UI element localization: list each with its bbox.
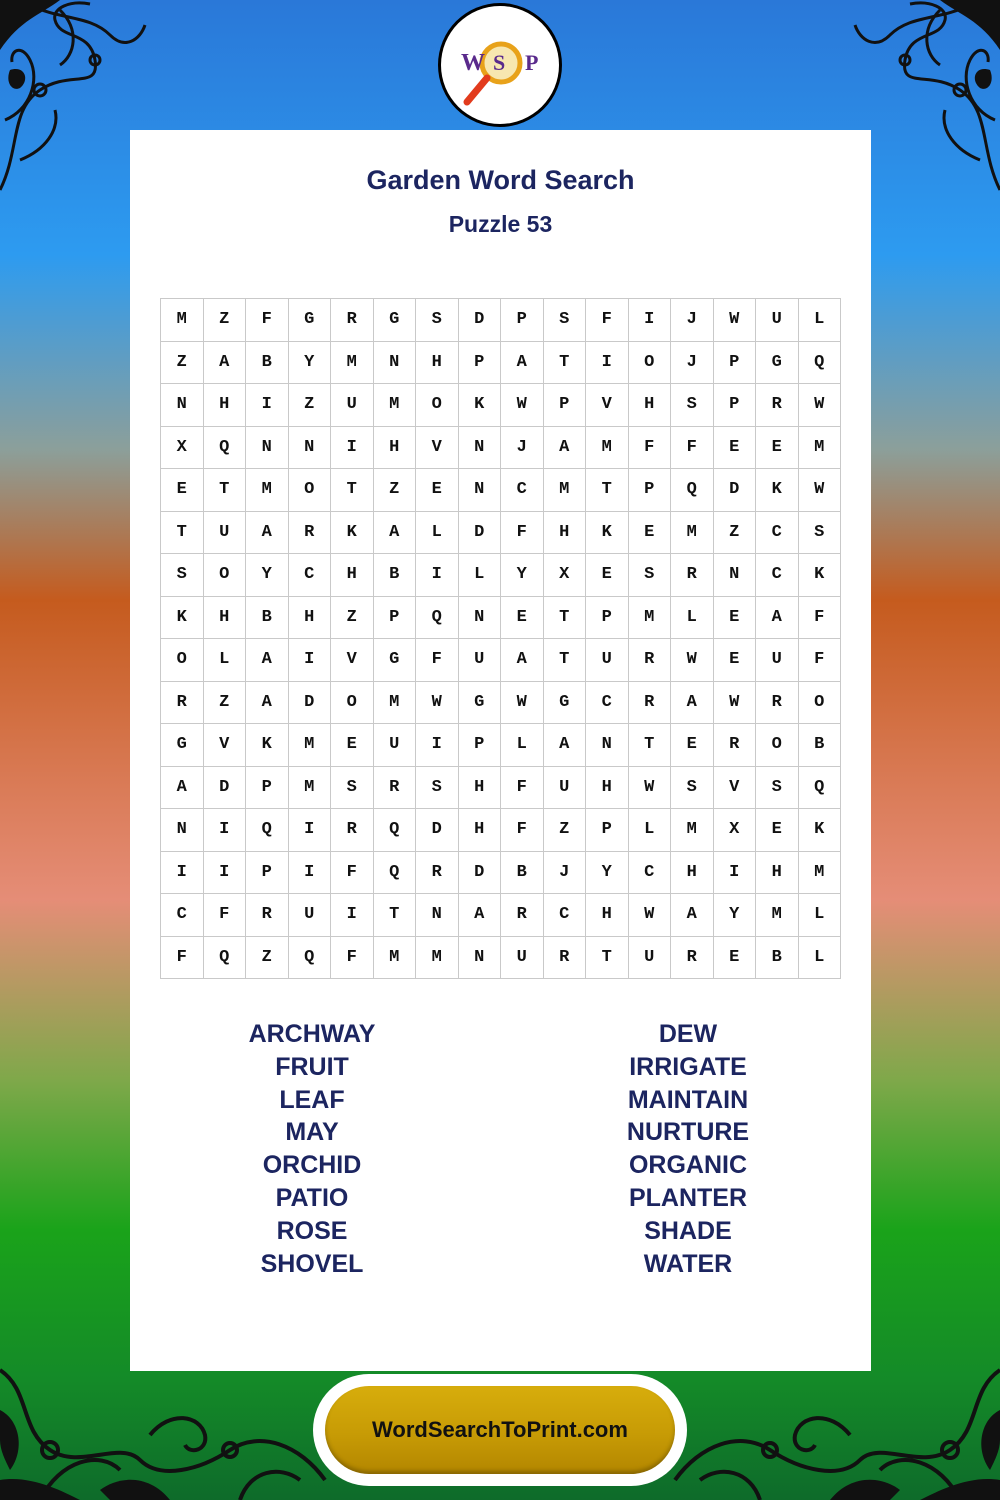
grid-cell[interactable]: D — [459, 852, 502, 895]
grid-cell[interactable]: N — [416, 894, 459, 937]
word-item: SHOVEL — [260, 1249, 364, 1278]
grid-cell[interactable]: C — [756, 512, 799, 555]
grid-cell[interactable]: S — [416, 299, 459, 342]
grid-cell[interactable]: U — [204, 512, 247, 555]
grid-cell[interactable]: S — [671, 384, 714, 427]
grid-cell[interactable]: C — [586, 682, 629, 725]
grid-cell[interactable]: H — [374, 427, 417, 470]
grid-cell[interactable]: R — [289, 512, 332, 555]
grid-cell[interactable]: Y — [289, 342, 332, 385]
grid-cell[interactable]: L — [501, 724, 544, 767]
grid-cell[interactable]: Z — [161, 342, 204, 385]
grid-cell[interactable]: N — [714, 554, 757, 597]
grid-cell[interactable]: H — [331, 554, 374, 597]
grid-cell[interactable]: J — [501, 427, 544, 470]
grid-cell[interactable]: H — [756, 852, 799, 895]
grid-cell[interactable]: G — [374, 639, 417, 682]
grid-cell[interactable]: Z — [204, 299, 247, 342]
grid-cell[interactable]: E — [714, 597, 757, 640]
grid-cell[interactable]: M — [544, 469, 587, 512]
grid-cell[interactable]: B — [246, 342, 289, 385]
grid-cell[interactable]: N — [459, 937, 502, 980]
grid-cell[interactable]: C — [629, 852, 672, 895]
grid-cell[interactable]: O — [756, 724, 799, 767]
word-item: PATIO — [275, 1183, 349, 1212]
grid-cell[interactable]: M — [289, 724, 332, 767]
grid-cell[interactable]: A — [246, 512, 289, 555]
grid-cell[interactable]: V — [586, 384, 629, 427]
grid-cell[interactable]: T — [586, 937, 629, 980]
grid-cell[interactable]: F — [671, 427, 714, 470]
grid-cell[interactable]: G — [374, 299, 417, 342]
grid-cell[interactable]: U — [289, 894, 332, 937]
grid-cell[interactable]: K — [459, 384, 502, 427]
grid-cell[interactable]: I — [289, 809, 332, 852]
grid-cell[interactable]: I — [416, 724, 459, 767]
grid-cell[interactable]: S — [756, 767, 799, 810]
grid-cell[interactable]: T — [374, 894, 417, 937]
grid-cell[interactable]: I — [289, 852, 332, 895]
grid-cell[interactable]: F — [331, 937, 374, 980]
grid-cell[interactable]: W — [629, 894, 672, 937]
grid-cell[interactable]: D — [459, 512, 502, 555]
grid-cell[interactable]: G — [289, 299, 332, 342]
grid-cell[interactable]: M — [416, 937, 459, 980]
grid-cell[interactable]: T — [586, 469, 629, 512]
grid-cell[interactable]: F — [586, 299, 629, 342]
grid-cell[interactable]: E — [629, 512, 672, 555]
grid-cell[interactable]: M — [799, 427, 842, 470]
grid-cell[interactable]: D — [289, 682, 332, 725]
grid-cell[interactable]: F — [161, 937, 204, 980]
grid-cell[interactable]: D — [459, 299, 502, 342]
grid-cell[interactable]: P — [714, 384, 757, 427]
grid-cell[interactable]: Q — [204, 937, 247, 980]
grid-cell[interactable]: A — [246, 639, 289, 682]
grid-cell[interactable]: W — [501, 682, 544, 725]
grid-cell[interactable]: E — [501, 597, 544, 640]
grid-cell[interactable]: U — [501, 937, 544, 980]
grid-cell[interactable]: C — [289, 554, 332, 597]
grid-cell[interactable]: K — [161, 597, 204, 640]
grid-cell[interactable]: H — [586, 767, 629, 810]
grid-cell[interactable]: I — [416, 554, 459, 597]
grid-cell[interactable]: A — [161, 767, 204, 810]
ornament-icon — [0, 0, 150, 200]
grid-cell[interactable]: F — [799, 639, 842, 682]
grid-cell[interactable]: A — [671, 894, 714, 937]
grid-cell[interactable]: Y — [586, 852, 629, 895]
grid-cell[interactable]: R — [331, 299, 374, 342]
grid-cell[interactable]: V — [714, 767, 757, 810]
grid-cell[interactable]: Q — [246, 809, 289, 852]
grid-cell[interactable]: U — [374, 724, 417, 767]
grid-cell[interactable]: T — [629, 724, 672, 767]
grid-cell[interactable]: F — [204, 894, 247, 937]
grid-cell[interactable]: H — [459, 767, 502, 810]
grid-cell[interactable]: D — [714, 469, 757, 512]
grid-cell[interactable]: M — [586, 427, 629, 470]
grid-cell[interactable]: H — [204, 384, 247, 427]
svg-text:S: S — [493, 50, 506, 75]
grid-cell[interactable]: E — [416, 469, 459, 512]
grid-cell[interactable]: J — [671, 342, 714, 385]
grid-cell[interactable]: P — [586, 809, 629, 852]
grid-cell[interactable]: M — [374, 937, 417, 980]
magnifier-icon — [441, 6, 559, 124]
grid-cell[interactable]: U — [544, 767, 587, 810]
grid-cell[interactable]: L — [799, 894, 842, 937]
grid-cell[interactable]: R — [629, 682, 672, 725]
grid-cell[interactable]: G — [756, 342, 799, 385]
grid-cell[interactable]: C — [161, 894, 204, 937]
grid-cell[interactable]: E — [714, 427, 757, 470]
grid-cell[interactable]: I — [331, 894, 374, 937]
grid-cell[interactable]: H — [629, 384, 672, 427]
page-title: Garden Word Search — [366, 165, 635, 195]
grid-cell[interactable]: A — [671, 682, 714, 725]
grid-cell[interactable]: B — [374, 554, 417, 597]
grid-cell[interactable]: V — [416, 427, 459, 470]
grid-cell[interactable]: Y — [501, 554, 544, 597]
grid-cell[interactable]: O — [629, 342, 672, 385]
grid-cell[interactable]: Y — [246, 554, 289, 597]
grid-cell[interactable]: M — [629, 597, 672, 640]
grid-cell[interactable]: F — [629, 427, 672, 470]
grid-cell[interactable]: I — [586, 342, 629, 385]
grid-cell[interactable]: F — [501, 512, 544, 555]
grid-cell[interactable]: V — [204, 724, 247, 767]
grid-cell[interactable]: K — [799, 554, 842, 597]
grid-cell[interactable]: E — [756, 427, 799, 470]
grid-cell[interactable]: E — [756, 809, 799, 852]
grid-cell[interactable]: G — [161, 724, 204, 767]
grid-cell[interactable]: W — [629, 767, 672, 810]
grid-cell[interactable]: A — [204, 342, 247, 385]
grid-cell[interactable]: A — [459, 894, 502, 937]
grid-cell[interactable]: S — [799, 512, 842, 555]
grid-cell[interactable]: E — [714, 937, 757, 980]
site-link-label: WordSearchToPrint.com — [372, 1417, 628, 1442]
grid-cell[interactable]: J — [544, 852, 587, 895]
grid-cell[interactable]: P — [459, 342, 502, 385]
grid-cell[interactable]: E — [161, 469, 204, 512]
grid-cell[interactable]: L — [671, 597, 714, 640]
grid-cell[interactable]: I — [204, 809, 247, 852]
grid-cell[interactable]: M — [374, 682, 417, 725]
grid-cell[interactable]: M — [246, 469, 289, 512]
grid-cell[interactable]: R — [756, 682, 799, 725]
grid-cell[interactable]: I — [331, 427, 374, 470]
grid-cell[interactable]: N — [246, 427, 289, 470]
grid-cell[interactable]: Z — [714, 512, 757, 555]
grid-cell[interactable]: S — [161, 554, 204, 597]
grid-cell[interactable]: N — [289, 427, 332, 470]
grid-cell[interactable]: R — [671, 937, 714, 980]
grid-cell[interactable]: X — [544, 554, 587, 597]
grid-cell[interactable]: R — [501, 894, 544, 937]
grid-cell[interactable]: M — [671, 809, 714, 852]
grid-cell[interactable]: P — [544, 384, 587, 427]
grid-cell[interactable]: P — [501, 299, 544, 342]
grid-cell[interactable]: W — [799, 469, 842, 512]
grid-cell[interactable]: S — [416, 767, 459, 810]
grid-cell[interactable]: A — [544, 427, 587, 470]
grid-cell[interactable]: N — [161, 809, 204, 852]
grid-cell[interactable]: N — [161, 384, 204, 427]
word-item: ORGANIC — [628, 1151, 748, 1180]
grid-cell[interactable]: U — [756, 299, 799, 342]
grid-cell[interactable]: N — [459, 427, 502, 470]
grid-cell[interactable]: U — [459, 639, 502, 682]
site-link-button[interactable] — [313, 1374, 687, 1486]
grid-cell[interactable]: H — [544, 512, 587, 555]
grid-cell[interactable]: Y — [714, 894, 757, 937]
grid-cell[interactable]: S — [671, 767, 714, 810]
grid-cell[interactable]: L — [459, 554, 502, 597]
grid-cell[interactable]: A — [246, 682, 289, 725]
grid-cell[interactable]: W — [799, 384, 842, 427]
grid-cell[interactable]: P — [246, 852, 289, 895]
grid-cell[interactable]: R — [714, 724, 757, 767]
grid-cell[interactable]: F — [246, 299, 289, 342]
grid-cell[interactable]: U — [331, 384, 374, 427]
word-item: PLANTER — [628, 1183, 748, 1212]
grid-cell[interactable]: B — [501, 852, 544, 895]
grid-cell[interactable]: M — [161, 299, 204, 342]
grid-cell[interactable]: C — [501, 469, 544, 512]
grid-cell[interactable]: O — [204, 554, 247, 597]
logo-face — [441, 6, 559, 124]
grid-cell[interactable]: H — [289, 597, 332, 640]
grid-cell[interactable]: F — [799, 597, 842, 640]
grid-cell[interactable]: K — [799, 809, 842, 852]
grid-cell[interactable]: Q — [799, 342, 842, 385]
grid-cell[interactable]: A — [544, 724, 587, 767]
site-link-face — [325, 1386, 675, 1474]
grid-cell[interactable]: H — [586, 894, 629, 937]
word-item: WATER — [643, 1249, 733, 1278]
puzzle-card — [130, 130, 871, 1371]
ornament-icon — [0, 1350, 330, 1500]
grid-cell[interactable]: Q — [671, 469, 714, 512]
grid-cell[interactable]: C — [544, 894, 587, 937]
grid-cell[interactable]: S — [331, 767, 374, 810]
grid-cell[interactable]: D — [416, 809, 459, 852]
grid-cell[interactable]: N — [374, 342, 417, 385]
grid-cell[interactable]: O — [331, 682, 374, 725]
grid-cell[interactable]: R — [671, 554, 714, 597]
grid-cell[interactable]: W — [714, 682, 757, 725]
ornament-icon — [670, 1350, 1000, 1500]
word-list-right — [538, 1018, 838, 1280]
grid-cell[interactable]: R — [246, 894, 289, 937]
grid-cell[interactable]: R — [629, 639, 672, 682]
puzzle-number: Puzzle 53 — [448, 211, 553, 237]
grid-cell[interactable]: S — [544, 299, 587, 342]
word-item: ROSE — [276, 1216, 348, 1245]
grid-cell[interactable]: T — [544, 597, 587, 640]
word-item: NURTURE — [626, 1118, 750, 1147]
word-item: MAINTAIN — [627, 1085, 749, 1114]
grid-cell[interactable]: Q — [374, 809, 417, 852]
grid-cell[interactable]: O — [799, 682, 842, 725]
grid-cell[interactable]: R — [756, 384, 799, 427]
grid-cell[interactable]: H — [459, 809, 502, 852]
grid-cell[interactable]: L — [416, 512, 459, 555]
grid-cell[interactable]: M — [374, 384, 417, 427]
grid-cell[interactable]: B — [756, 937, 799, 980]
grid-cell[interactable]: P — [714, 342, 757, 385]
grid-cell[interactable]: H — [416, 342, 459, 385]
grid-cell[interactable]: W — [671, 639, 714, 682]
grid-cell[interactable]: J — [671, 299, 714, 342]
grid-cell[interactable]: I — [629, 299, 672, 342]
grid-cell[interactable]: V — [331, 639, 374, 682]
grid-cell[interactable]: M — [756, 894, 799, 937]
grid-cell[interactable]: Q — [289, 937, 332, 980]
grid-cell[interactable]: W — [714, 299, 757, 342]
word-item: MAY — [285, 1118, 339, 1147]
word-list-left — [162, 1018, 462, 1280]
grid-cell[interactable]: D — [204, 767, 247, 810]
grid-cell[interactable]: Z — [544, 809, 587, 852]
grid-cell[interactable]: Z — [289, 384, 332, 427]
grid-cell[interactable]: Z — [204, 682, 247, 725]
word-item: IRRIGATE — [629, 1052, 747, 1081]
grid-cell[interactable]: S — [629, 554, 672, 597]
grid-cell[interactable]: H — [204, 597, 247, 640]
grid-cell[interactable]: T — [544, 342, 587, 385]
grid-cell[interactable]: R — [161, 682, 204, 725]
grid-cell[interactable]: Z — [246, 937, 289, 980]
grid-cell[interactable]: H — [671, 852, 714, 895]
letter-grid[interactable] — [160, 298, 841, 979]
grid-cell[interactable]: I — [204, 852, 247, 895]
grid-cell[interactable]: I — [714, 852, 757, 895]
grid-cell[interactable]: I — [246, 384, 289, 427]
grid-cell[interactable]: M — [671, 512, 714, 555]
grid-cell[interactable]: I — [161, 852, 204, 895]
grid-cell[interactable]: A — [756, 597, 799, 640]
grid-cell[interactable]: X — [714, 809, 757, 852]
grid-cell[interactable]: W — [416, 682, 459, 725]
grid-cell[interactable]: M — [799, 852, 842, 895]
grid-cell[interactable]: R — [544, 937, 587, 980]
grid-cell[interactable]: K — [586, 512, 629, 555]
grid-cell[interactable]: N — [459, 469, 502, 512]
grid-cell[interactable]: U — [586, 639, 629, 682]
grid-cell[interactable]: W — [501, 384, 544, 427]
grid-cell[interactable]: B — [246, 597, 289, 640]
grid-cell[interactable]: Q — [799, 767, 842, 810]
grid-cell[interactable]: N — [586, 724, 629, 767]
grid-cell[interactable]: C — [756, 554, 799, 597]
svg-text:P: P — [525, 50, 539, 75]
grid-cell[interactable]: B — [799, 724, 842, 767]
grid-cell[interactable]: T — [161, 512, 204, 555]
grid-cell[interactable]: L — [799, 299, 842, 342]
grid-cell[interactable]: E — [586, 554, 629, 597]
word-item: FRUIT — [275, 1052, 349, 1081]
grid-cell[interactable]: G — [544, 682, 587, 725]
grid-cell[interactable]: X — [161, 427, 204, 470]
grid-cell[interactable]: R — [416, 852, 459, 895]
grid-cell[interactable]: L — [204, 639, 247, 682]
grid-cell[interactable]: F — [331, 852, 374, 895]
grid-cell[interactable]: Z — [331, 597, 374, 640]
grid-cell[interactable]: F — [416, 639, 459, 682]
word-item: DEW — [658, 1020, 718, 1048]
word-item: LEAF — [279, 1085, 345, 1114]
grid-cell[interactable]: N — [459, 597, 502, 640]
grid-cell[interactable]: E — [331, 724, 374, 767]
grid-cell[interactable]: Z — [374, 469, 417, 512]
word-item: ORCHID — [262, 1151, 362, 1180]
grid-cell[interactable]: Q — [374, 852, 417, 895]
grid-cell[interactable]: A — [501, 342, 544, 385]
grid-cell[interactable]: P — [374, 597, 417, 640]
grid-cell[interactable]: Q — [204, 427, 247, 470]
grid-cell[interactable]: M — [331, 342, 374, 385]
grid-cell[interactable]: T — [544, 639, 587, 682]
svg-text:W: W — [461, 50, 485, 76]
grid-cell[interactable]: A — [501, 639, 544, 682]
grid-cell[interactable]: U — [629, 937, 672, 980]
grid-cell[interactable]: F — [501, 767, 544, 810]
grid-cell[interactable]: K — [331, 512, 374, 555]
word-item: ARCHWAY — [248, 1020, 376, 1048]
grid-cell[interactable]: U — [756, 639, 799, 682]
grid-cell[interactable]: E — [714, 639, 757, 682]
grid-cell[interactable]: L — [629, 809, 672, 852]
grid-cell[interactable]: T — [331, 469, 374, 512]
grid-cell[interactable]: O — [161, 639, 204, 682]
grid-cell[interactable]: I — [289, 639, 332, 682]
grid-cell[interactable]: P — [586, 597, 629, 640]
grid-cell[interactable]: E — [671, 724, 714, 767]
grid-cell[interactable]: R — [331, 809, 374, 852]
grid-cell[interactable]: P — [459, 724, 502, 767]
grid-cell[interactable]: G — [459, 682, 502, 725]
grid-cell[interactable]: A — [374, 512, 417, 555]
grid-cell[interactable]: F — [501, 809, 544, 852]
grid-cell[interactable]: M — [289, 767, 332, 810]
grid-cell[interactable]: O — [416, 384, 459, 427]
grid-cell[interactable]: Q — [416, 597, 459, 640]
ornament-icon — [850, 0, 1000, 200]
grid-cell[interactable]: K — [246, 724, 289, 767]
grid-cell[interactable]: O — [289, 469, 332, 512]
grid-cell[interactable]: K — [756, 469, 799, 512]
grid-cell[interactable]: T — [204, 469, 247, 512]
grid-cell[interactable]: P — [629, 469, 672, 512]
grid-cell[interactable]: P — [246, 767, 289, 810]
word-item: SHADE — [644, 1216, 732, 1245]
grid-cell[interactable]: R — [374, 767, 417, 810]
wsp-logo[interactable] — [438, 3, 562, 127]
grid-cell[interactable]: L — [799, 937, 842, 980]
